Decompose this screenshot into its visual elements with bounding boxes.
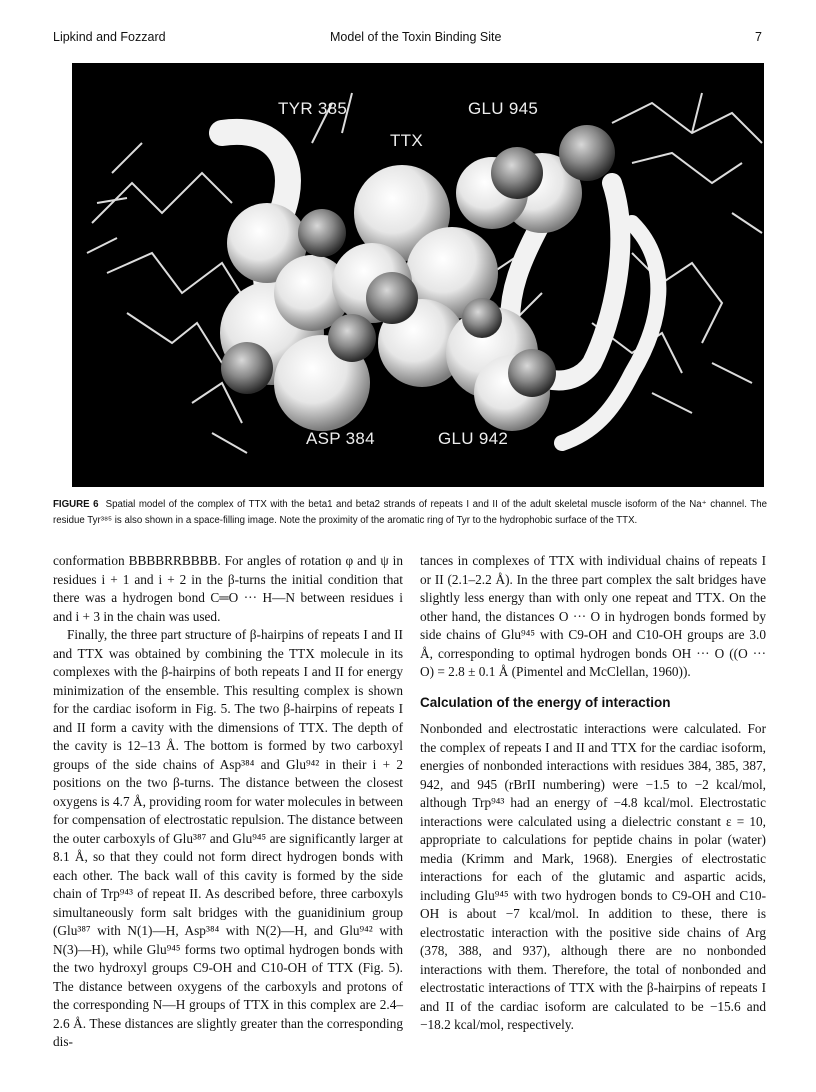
label-glu945: GLU 945 [468,99,539,118]
paragraph: conformation BBBBRRBBBB. For angles of rotation φ and ψ in residues i + 1 and i + 2 in the β-turns the initial condition that there was a hydrogen bond C═O ··· H—N between residues i and i + 3 in the chain was used. [53,553,403,624]
label-glu942: GLU 942 [438,429,509,448]
caption-label: FIGURE 6 [53,499,99,510]
label-asp384: ASP 384 [306,429,375,448]
molecular-model-figure [72,63,764,487]
label-ttx: TTX [390,131,424,150]
running-head-title: Model of the Toxin Binding Site [330,30,502,44]
paragraph: tances in complexes of TTX with individual chains of repeats I or II (2.1–2.2 Å). In the three part complex the salt bridges have slightly less energy than with only one repeat and TTX. On the other hand, the distances O ··· O in hydrogen bonds formed by side chains of Glu⁹⁴⁵ with C9-OH and C10-OH groups are 3.0 Å, corresponding to optimal hydrogen bonds OH ··· O ((O ··· O) = 2.8 ± 0.1 Å (Pimentel and McClellan, 1960)). [420,553,766,679]
left-column [53,552,403,1052]
page-number: 7 [755,30,762,44]
figure-caption [53,497,767,528]
label-tyr385: TYR 385 [278,99,348,118]
right-column [420,552,766,1035]
caption-text: Spatial model of the complex of TTX with the beta1 and beta2 strands of repeats I and II of the adult skeletal muscle isoform of the Na⁺ channel. The residue Tyr³⁸⁵ is also shown in a space-filling image. Note the proximity of the aromatic ring of Tyr to the hydrophobic surface of the TTX. [53,499,767,526]
running-head-authors: Lipkind and Fozzard [53,30,166,44]
section-heading: Calculation of the energy of interaction [420,694,671,710]
paragraph: Nonbonded and electrostatic interactions were calculated. For the complex of repeats I and II and TTX for the cardiac isoform, energies of nonbonded interactions with residues 384, 385, 387, 942, and 945 (rBrII numbering) were −1.5 to −2 kcal/mol, although Trp⁹⁴³ had an energy of −4.8 kcal/mol. Electrostatic interactions were calculated using a dielectric constant ε = 10, appropriate to calculations for peptide chains in polar (water) media (Krimm and Mark, 1968). Energies of electrostatic interactions for each of the glutamic and aspartic acids, including Glu⁹⁴⁵ with two hydrogen bonds to C9-OH and C10-OH is about −7 kcal/mol. In addition to these, there is electrostatic interaction with the positive side chains of Arg (378, 388, and 937), although there are no nonbonded interactions with them. Therefore, the total of nonbonded and electrostatic interactions of TTX with the β-hairpins of repeats I and II of the cardiac isoform are calculated to be −15.6 and −18.2 kcal/mol, respectively. [420,721,766,1032]
paragraph: Finally, the three part structure of β-hairpins of repeats I and II and TTX was obtained by combining the TTX molecule in its complexes with the β-hairpins of both repeats I and II for energy minimization of the ensemble. This resulting complex is shown for the cardiac isoform in Fig. 5. The two β-hairpins of repeats I and II form a cavity with the dimensions of TTX. The depth of the cavity is 12–13 Å. The bottom is formed by two carboxyl groups of the side chains of Asp³⁸⁴ and Glu⁹⁴² in their i + 2 positions on the two β-turns. The distance between the closest oxygens is 4.7 Å, providing room for water molecules in between for compensation of electrostatic repulsion. The distance between the outer carboxyls of Glu³⁸⁷ and Glu⁹⁴⁵ are significantly larger at 8.1 Å, so that they could not form direct hydrogen bonds with each other. The back wall of this cavity is formed by the side chain of Trp⁹⁴³ of repeat II. As described before, three carboxyls simultaneously form salt bridges with the guanidinium group (Glu³⁸⁷ with N(1)—H, Asp³⁸⁴ with N(2)—H, and Glu⁹⁴² with N(3)—H), while Glu⁹⁴⁵ forms two optimal hydrogen bonds with the two hydroxyl groups C9-OH and C10-OH of TTX (Fig. 5). The distance between oxygens of the carboxyls and protons of the corresponding N—H groups of TTX in this complex are 2.4–2.6 Å. These distances are slightly greater than the corresponding dis- [53,627,403,1049]
molecular-model-image [72,63,764,487]
